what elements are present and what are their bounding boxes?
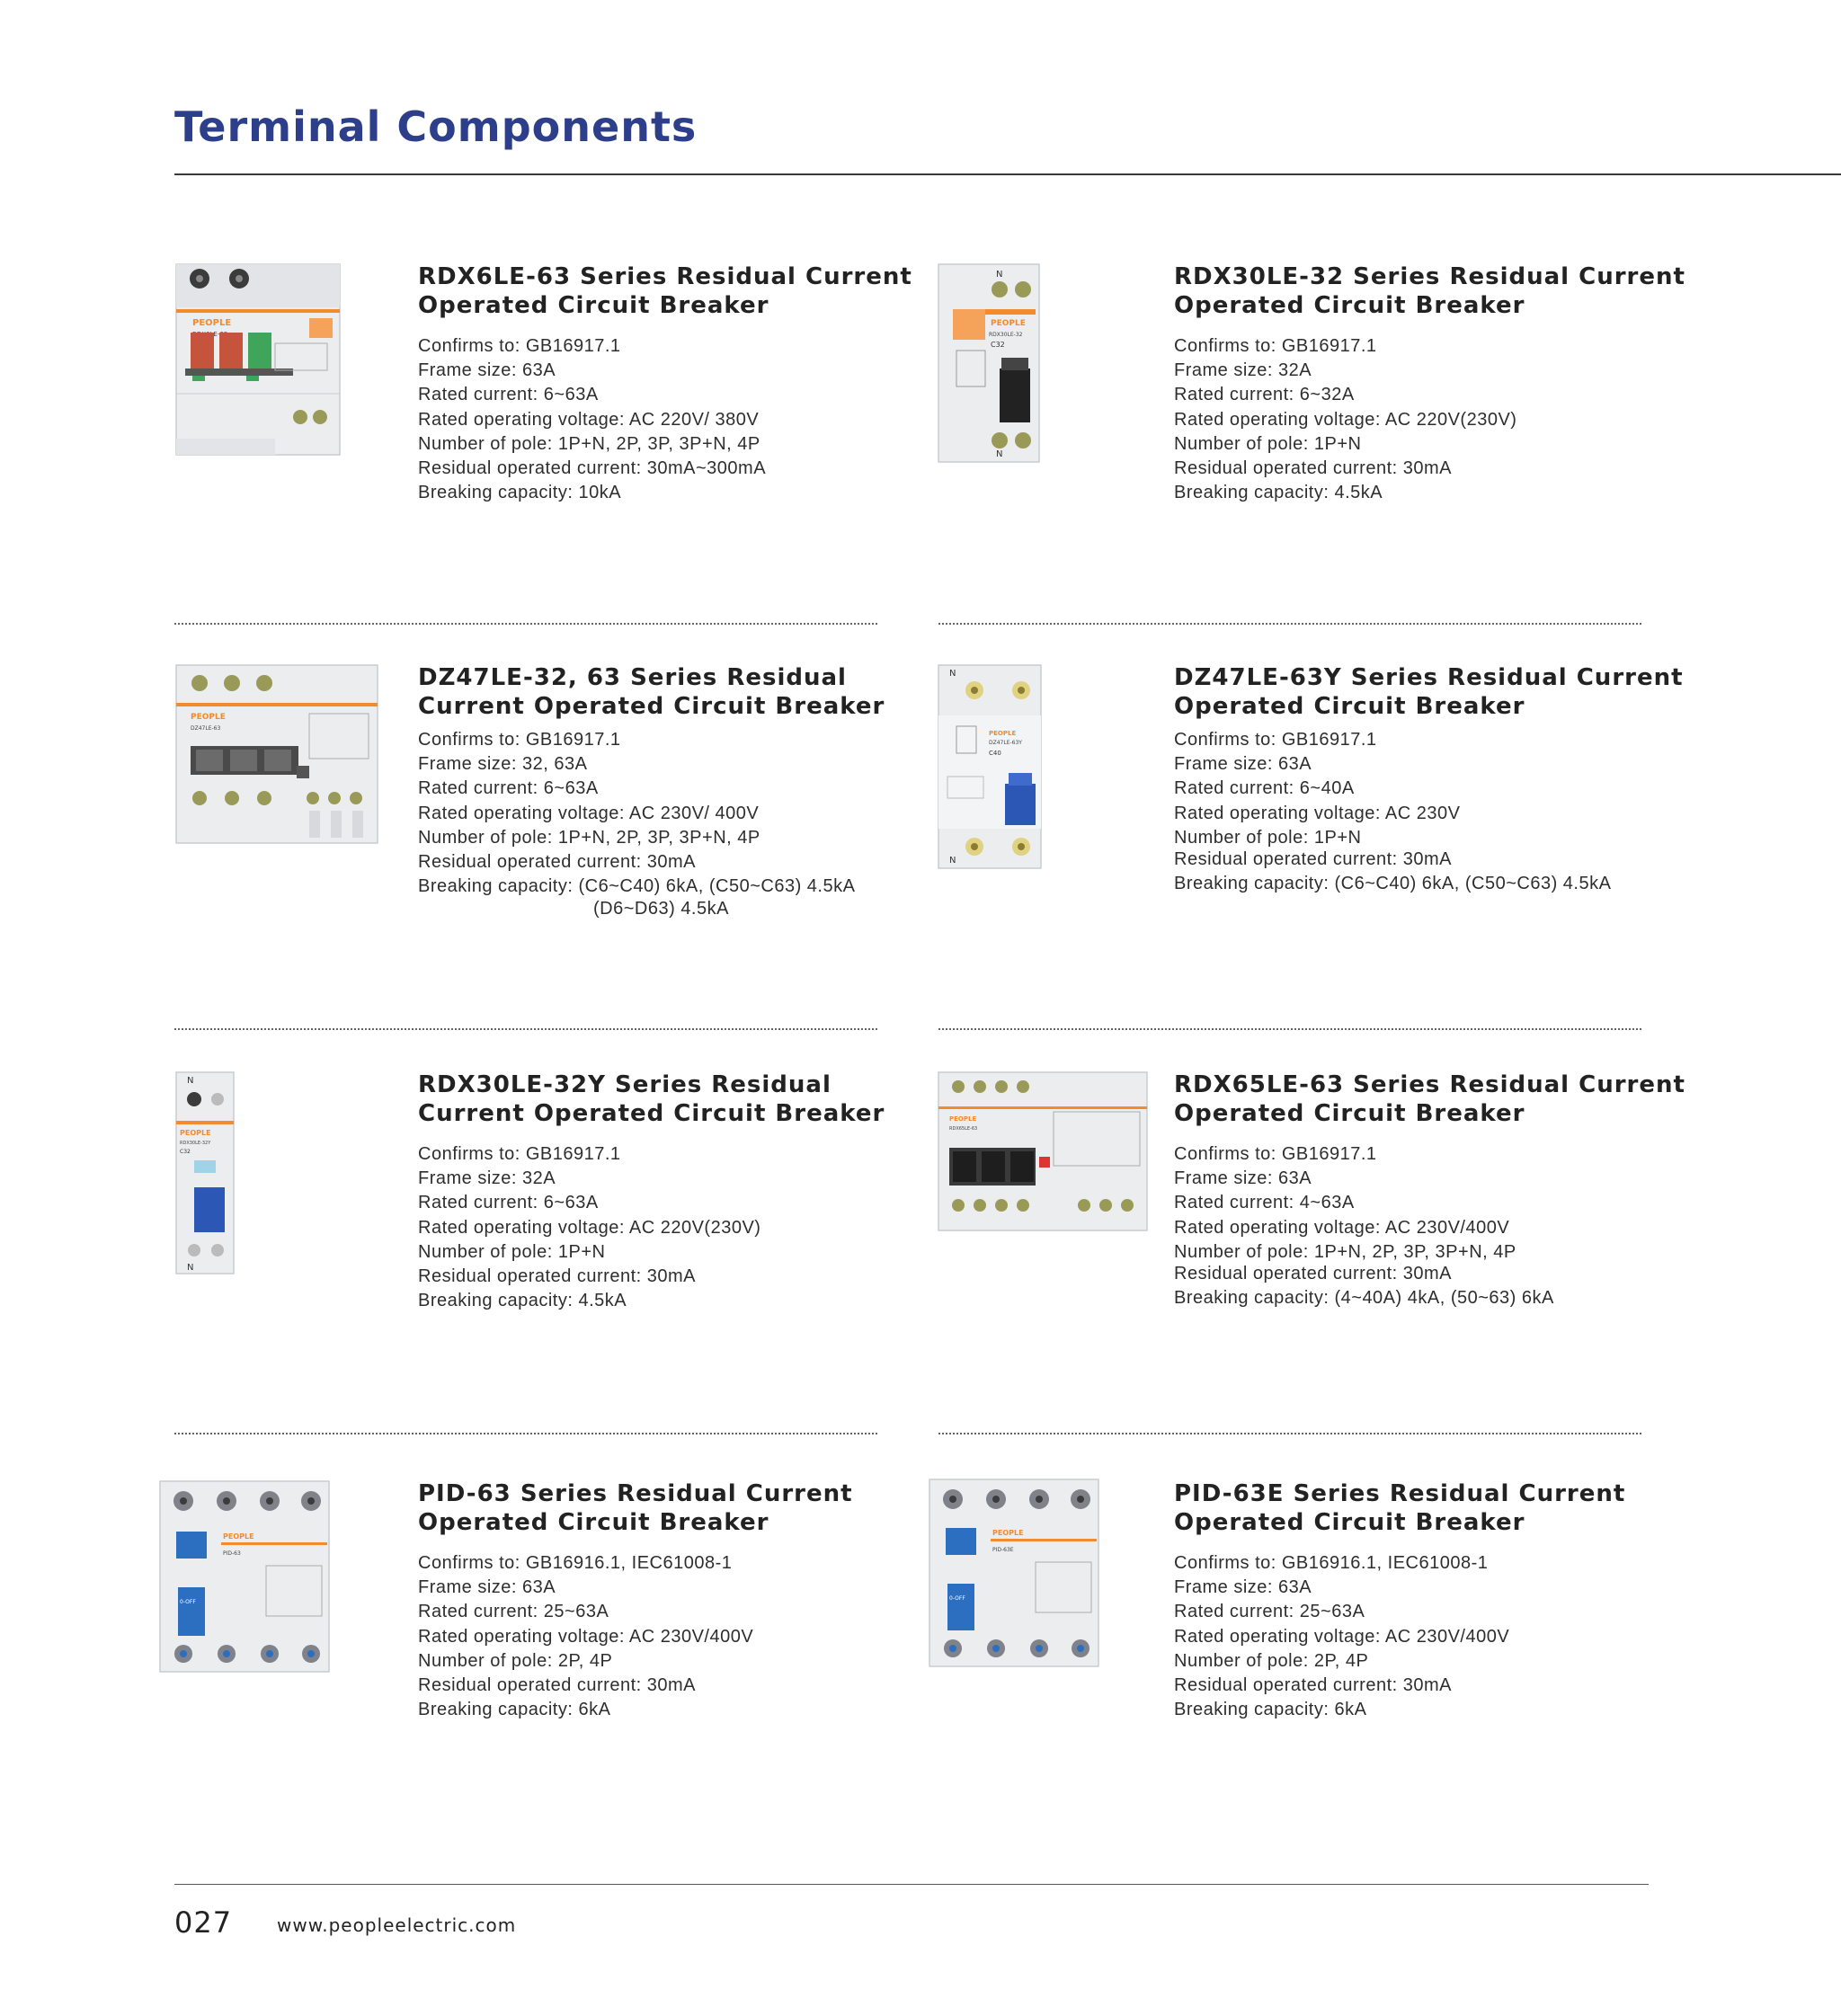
spec-item: Residual operated current: 30mA <box>418 852 696 873</box>
image-brand: PEOPLE <box>180 1129 211 1137</box>
spec-item: Breaking capacity: (C6~C40) 6kA, (C50~C63) 4.5kA <box>1174 874 1612 894</box>
spec-item: Residual operated current: 30mA <box>418 1675 696 1696</box>
spec-item: Rated current: 6~63A <box>418 778 599 799</box>
spec-item: Number of pole: 1P+N <box>418 1241 606 1262</box>
product-image-rdx65le-63 <box>937 1070 1151 1234</box>
spec-list <box>418 1551 853 1722</box>
section-divider <box>938 623 1641 625</box>
spec-item: Rated current: 6~63A <box>418 1193 599 1213</box>
spec-item: Number of pole: 1P+N <box>1174 827 1362 848</box>
spec-item: Confirms to: GB16917.1 <box>418 730 621 750</box>
section-divider <box>174 623 877 625</box>
image-handle-label: 0-OFF <box>949 1595 965 1602</box>
spec-list <box>1174 1142 1685 1310</box>
image-model: DZ47LE-63 <box>191 725 221 732</box>
spec-item: Rated operating voltage: AC 230V/ 400V <box>418 803 760 823</box>
image-model: PID-63E <box>992 1547 1014 1553</box>
spec-item: Breaking capacity: (C6~C40) 6kA, (C50~C63) 4.5kA <box>418 876 856 897</box>
image-model: RDX30LE-32 <box>989 332 1023 338</box>
image-brand: PEOPLE <box>191 713 226 722</box>
spec-list <box>418 728 885 922</box>
image-rating: C32 <box>991 341 1005 349</box>
page-number: 027 <box>174 1905 233 1940</box>
product-name: RDX65LE-63 Series Residual Current Operated Circuit Breaker <box>1174 1071 1685 1127</box>
spec-item: Confirms to: GB16917.1 <box>1174 1144 1377 1164</box>
spec-item: Rated operating voltage: AC 230V/400V <box>1174 1626 1510 1647</box>
title-rule <box>174 173 1841 175</box>
spec-item: Number of pole: 1P+N, 2P, 3P, 3P+N, 4P <box>418 433 760 454</box>
spec-item: Rated operating voltage: AC 220V(230V) <box>418 1217 761 1238</box>
spec-item: Rated current: 6~32A <box>1174 385 1355 405</box>
image-top-mark: N <box>187 1076 194 1086</box>
spec-item: Number of pole: 1P+N <box>1174 433 1362 454</box>
image-brand: PEOPLE <box>949 1115 977 1123</box>
spec-item-continued: (D6~D63) 4.5kA <box>593 899 729 919</box>
section-divider <box>938 1028 1641 1030</box>
website-link[interactable]: www.peopleelectric.com <box>277 1914 517 1936</box>
product-name: DZ47LE-63Y Series Residual Current Operated Circuit Breaker <box>1174 664 1684 720</box>
section-divider <box>938 1433 1641 1434</box>
spec-item: Rated current: 4~63A <box>1174 1193 1355 1213</box>
image-brand: PEOPLE <box>192 318 232 328</box>
spec-item: Confirms to: GB16917.1 <box>418 336 621 356</box>
spec-item: Rated current: 6~40A <box>1174 778 1355 799</box>
spec-item: Confirms to: GB16917.1 <box>1174 730 1377 750</box>
section-divider <box>174 1028 877 1030</box>
spec-item: Residual operated current: 30mA <box>1174 1264 1452 1284</box>
spec-list <box>1174 728 1684 896</box>
spec-item: Frame size: 63A <box>1174 1168 1312 1189</box>
spec-item: Number of pole: 2P, 4P <box>1174 1650 1369 1671</box>
product-name: RDX6LE-63 Series Residual Current Operated Circuit Breaker <box>418 263 912 319</box>
spec-item: Residual operated current: 30mA~300mA <box>418 458 767 479</box>
spec-item: Number of pole: 1P+N, 2P, 3P, 3P+N, 4P <box>1174 1241 1516 1262</box>
image-model: RDX65LE-63 <box>949 1126 978 1132</box>
image-model: PID-63 <box>223 1550 241 1557</box>
spec-item: Breaking capacity: 6kA <box>418 1700 611 1720</box>
product-image-rdx30le-32y <box>174 1070 237 1277</box>
spec-item: Frame size: 63A <box>418 1577 556 1598</box>
spec-item: Breaking capacity: 10kA <box>418 483 622 503</box>
spec-item: Residual operated current: 30mA <box>1174 458 1452 479</box>
image-brand: PEOPLE <box>989 730 1017 737</box>
spec-item: Breaking capacity: 4.5kA <box>1174 483 1383 503</box>
spec-item: Residual operated current: 30mA <box>1174 1675 1452 1696</box>
spec-item: Residual operated current: 30mA <box>1174 849 1452 870</box>
spec-item: Number of pole: 2P, 4P <box>418 1650 613 1671</box>
spec-item: Frame size: 63A <box>1174 754 1312 775</box>
page-title: Terminal Components <box>174 102 698 151</box>
spec-item: Confirms to: GB16916.1, IEC61008-1 <box>418 1553 733 1573</box>
product-name: DZ47LE-32, 63 Series Residual Current Operated Circuit Breaker <box>418 664 885 720</box>
spec-item: Number of pole: 1P+N, 2P, 3P, 3P+N, 4P <box>418 827 760 848</box>
image-bottom-mark: N <box>996 449 1003 459</box>
spec-item: Rated current: 6~63A <box>418 385 599 405</box>
spec-item: Rated operating voltage: AC 230V/400V <box>1174 1217 1510 1238</box>
image-rating: C32 <box>180 1149 191 1155</box>
spec-item: Confirms to: GB16917.1 <box>1174 336 1377 356</box>
product-name: RDX30LE-32 Series Residual Current Operated Circuit Breaker <box>1174 263 1685 319</box>
image-model: DZ47LE-63Y <box>989 740 1022 746</box>
product-image-dz47le-32-63 <box>174 663 383 847</box>
spec-item: Breaking capacity: 6kA <box>1174 1700 1367 1720</box>
spec-item: Rated operating voltage: AC 230V <box>1174 803 1461 823</box>
product-name: PID-63 Series Residual Current Operated Circuit Breaker <box>418 1480 853 1536</box>
spec-item: Residual operated current: 30mA <box>418 1266 696 1287</box>
spec-item: Confirms to: GB16916.1, IEC61008-1 <box>1174 1553 1489 1573</box>
image-brand: PEOPLE <box>223 1532 254 1541</box>
spec-item: Rated operating voltage: AC 230V/400V <box>418 1626 754 1647</box>
image-model: RDX30LE-32Y <box>180 1141 211 1146</box>
spec-list <box>1174 1551 1625 1722</box>
product-image-pid-63 <box>158 1479 333 1675</box>
product-image-rdx6le-63 <box>174 262 345 458</box>
image-top-mark: N <box>949 669 956 679</box>
spec-list <box>418 1142 885 1313</box>
spec-list <box>418 334 912 505</box>
image-brand: PEOPLE <box>991 319 1026 328</box>
spec-item: Breaking capacity: 4.5kA <box>418 1291 627 1311</box>
image-brand: PEOPLE <box>992 1529 1024 1537</box>
image-rating: C40 <box>989 750 1001 757</box>
spec-item: Frame size: 63A <box>418 360 556 381</box>
image-handle-label: 0-OFF <box>180 1599 196 1605</box>
spec-item: Breaking capacity: (4~40A) 4kA, (50~63) 6kA <box>1174 1288 1554 1309</box>
product-image-pid-63e <box>928 1478 1102 1670</box>
product-image-rdx30le-32 <box>937 262 1045 466</box>
spec-item: Rated current: 25~63A <box>1174 1602 1365 1622</box>
spec-item: Rated operating voltage: AC 220V(230V) <box>1174 409 1517 430</box>
image-top-mark: N <box>996 270 1003 280</box>
spec-item: Frame size: 32A <box>418 1168 556 1189</box>
section-divider <box>174 1433 877 1434</box>
spec-list <box>1174 334 1685 505</box>
spec-item: Rated current: 25~63A <box>418 1602 609 1622</box>
spec-item: Frame size: 63A <box>1174 1577 1312 1598</box>
product-image-dz47le-63y <box>937 663 1046 872</box>
product-name: PID-63E Series Residual Current Operated Circuit Breaker <box>1174 1480 1626 1536</box>
image-bottom-mark: N <box>187 1263 194 1273</box>
image-bottom-mark: N <box>949 856 956 866</box>
footer-rule <box>174 1884 1649 1885</box>
spec-item: Frame size: 32, 63A <box>418 754 588 775</box>
product-name: RDX30LE-32Y Series Residual Current Operated Circuit Breaker <box>418 1071 885 1127</box>
spec-item: Confirms to: GB16917.1 <box>418 1144 621 1164</box>
spec-item: Rated operating voltage: AC 220V/ 380V <box>418 409 760 430</box>
spec-item: Frame size: 32A <box>1174 360 1312 381</box>
